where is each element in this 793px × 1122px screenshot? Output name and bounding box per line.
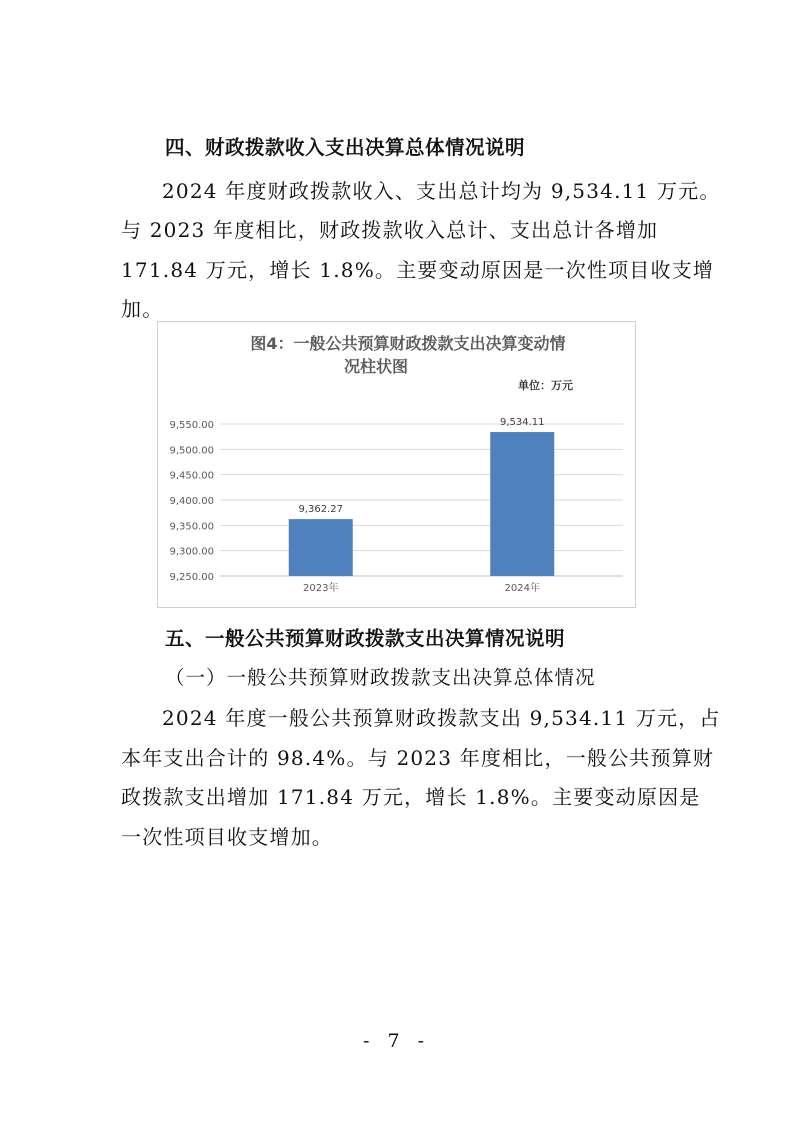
y-tick-label: 9,350.00 [169, 521, 214, 533]
bar-chart [157, 321, 636, 608]
x-tick-label: 2023年 [303, 583, 339, 594]
bar [490, 432, 554, 576]
data-label: 9,362.27 [298, 504, 344, 516]
section5-subheading: （一）一般公共预算财政拨款支出决算总体情况 [165, 666, 596, 689]
bar [289, 519, 353, 576]
data-label: 9,534.11 [499, 417, 545, 429]
section4-paragraph-line: 171.84 万元，增长 1.8%。主要变动原因是一次性项目收支增 [121, 258, 715, 282]
y-tick-label: 9,450.00 [169, 470, 214, 482]
section5-heading: 五、一般公共预算财政拨款支出决算情况说明 [165, 627, 566, 650]
section5-paragraph-line: 本年支出合计的 98.4%。与 2023 年度相比，一般公共预算财 [121, 746, 715, 770]
section5-paragraph-line: 2024 年度一般公共预算财政拨款支出 9,534.11 万元，占 [162, 706, 721, 730]
y-tick-label: 9,250.00 [169, 572, 214, 583]
y-tick-label: 9,300.00 [169, 546, 214, 558]
section4-paragraph-line: 与 2023 年度相比，财政拨款收入总计、支出总计各增加 [121, 218, 659, 242]
x-tick-label: 2024年 [504, 583, 540, 594]
section5-paragraph-line: 政拨款支出增加 171.84 万元，增长 1.8%。主要变动原因是 [121, 785, 701, 809]
chart-title-line2: 况柱状图 [343, 357, 409, 376]
chart-title-line1: 图4：一般公共预算财政拨款支出决算变动情 [250, 334, 566, 353]
section5-paragraph-line: 一次性项目收支增加。 [121, 825, 333, 849]
section4-paragraph-line: 加。 [121, 297, 164, 321]
y-tick-label: 9,500.00 [169, 445, 214, 457]
y-tick-label: 9,400.00 [169, 496, 214, 507]
section4-heading: 四、财政拨款收入支出决算总体情况说明 [165, 136, 526, 159]
y-tick-label: 9,550.00 [169, 420, 214, 431]
section4-paragraph-line: 2024 年度财政拨款收入、支出总计均为 9,534.11 万元。 [162, 179, 721, 203]
bar-chart-svg [158, 322, 635, 607]
chart-unit-label: 单位：万元 [518, 379, 573, 392]
page-number: - 7 - [362, 1030, 430, 1052]
